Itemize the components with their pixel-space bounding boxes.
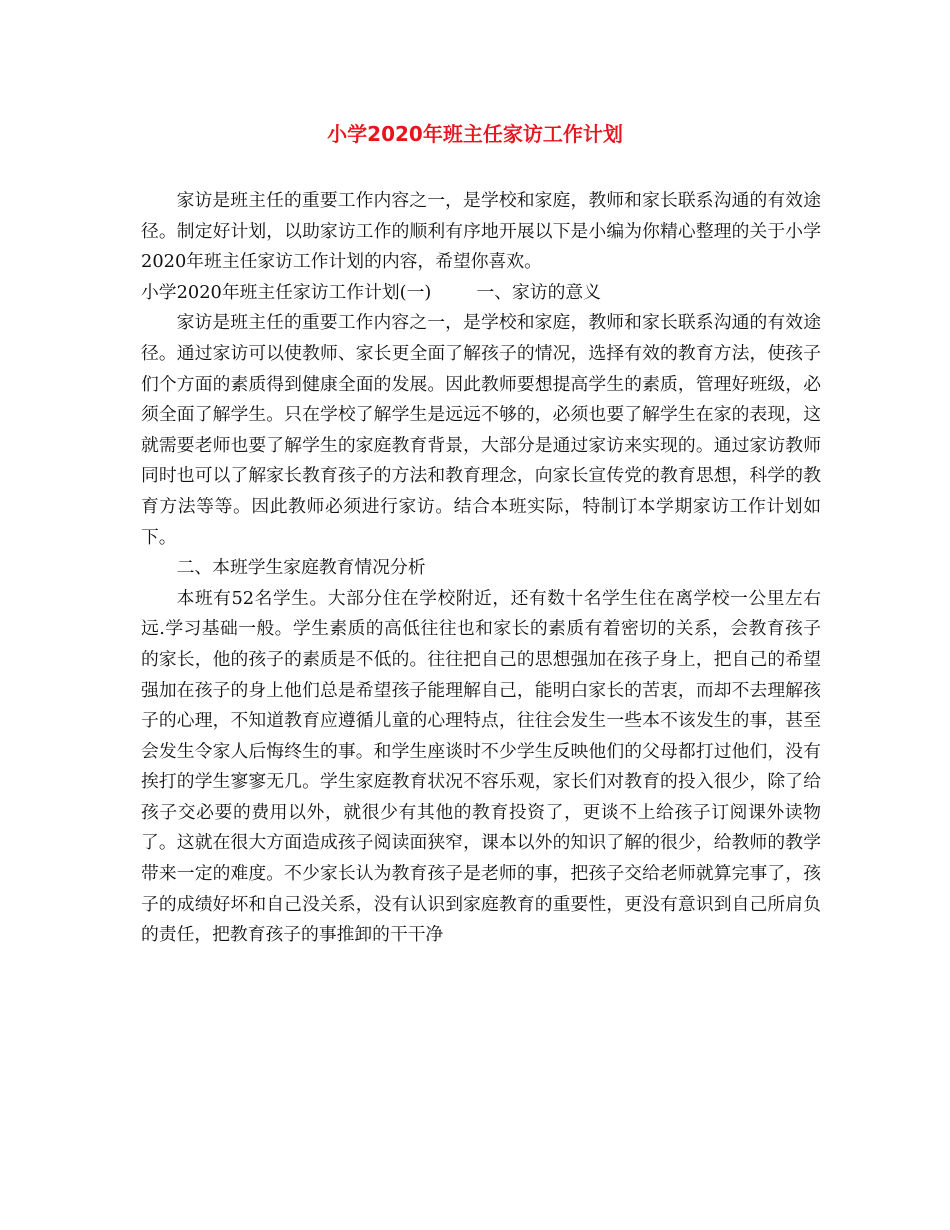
section-heading: 二、本班学生家庭教育情况分析 — [176, 557, 426, 579]
body-paragraph: 家访是班主任的重要工作内容之一，是学校和家庭，教师和家长联系沟通的有效途径。通过家访可以使教师、家长更全面了解孩子的情况，选择有效的教育方法，使孩子们个方面的素质得到健康全面的发展。因此教师要想提高学生的素质，管理好班级，必须全面了解学生。只在学校了解学生是远远不够的，必须也要了解学生在家的表现，这就需要老师也要了解学生的家庭教育背景，大部分是通过家访来实现的。通过家访教师同时也可以了解家长教育孩子的方法和教育理念，向家长宣传党的教育思想，科学的教育方法等等。因此教师必须进行家访。结合本班实际，特制订本学期家访工作计划如下。 — [141, 312, 821, 548]
intro-paragraph: 家访是班主任的重要工作内容之一，是学校和家庭，教师和家长联系沟通的有效途径。制定好计划，以助家访工作的顺利有序地开展以下是小编为你精心整理的关于小学2020年班主任家访工作计划的内容，希望你喜欢。 — [141, 190, 821, 273]
section-heading-line: 小学2020年班主任家访工作计划(一) 一、家访的意义 — [141, 281, 601, 303]
body-paragraph: 本班有52名学生。大部分住在学校附近，还有数十名学生住在离学校一公里左右远.学习基础一般。学生素质的高低往往也和家长的素质有着密切的关系，会教育孩子的家长，他的孩子的素质是不低的。往往把自己的思想强加在孩子身上，把自己的希望强加在孩子的身上他们总是希望孩子能理解自己，能明白家长的苦衷，而却不去理解孩子的心理，不知道教育应遵循儿童的心理特点，往往会发生一些本不该发生的事，甚至会发生令家人后悔终生的事。和学生座谈时不少学生反映他们的父母都打过他们，没有挨打的学生寥寥无几。学生家庭教育状况不容乐观，家长们对教育的投入很少，除了给孩子交必要的费用以外，就很少有其他的教育投资了，更谈不上给孩子订阅课外读物了。这就在很大方面造成孩子阅读面狭窄，课本以外的知识了解的很少，给教师的教学带来一定的难度。不少家长认为教育孩子是老师的事，把孩子交给老师就算完事了，孩子的成绩好坏和自己没关系，没有认识到家庭教育的重要性，更没有意识到自己所肩负的责任，把教育孩子的事推卸的干干净 — [141, 587, 821, 946]
document-title: 小学2020年班主任家访工作计划 — [327, 122, 623, 146]
document-body — [141, 186, 821, 951]
